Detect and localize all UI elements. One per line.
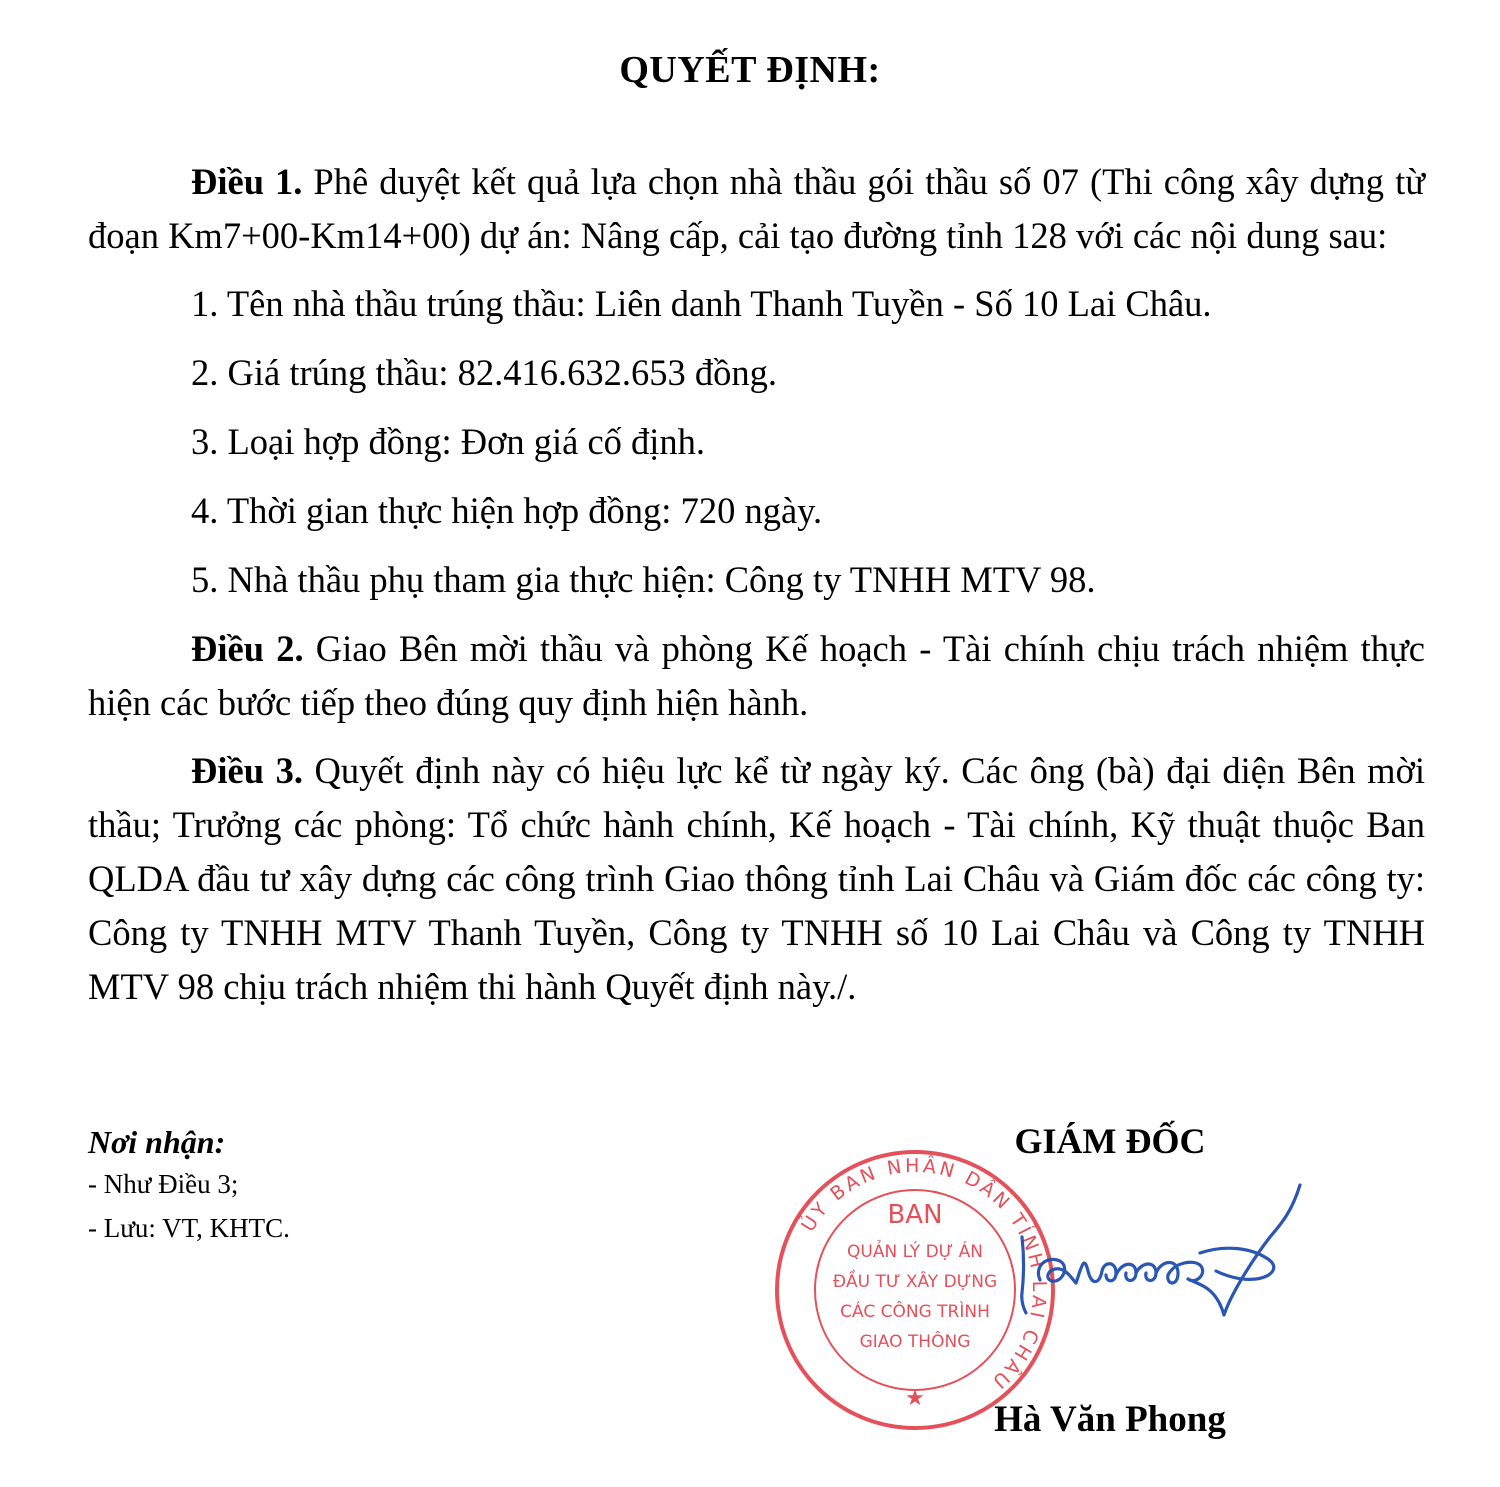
- article-1-item-3: 3. Loại hợp đồng: Đơn giá cố định.: [191, 421, 706, 462]
- article-3-text: Quyết định này có hiệu lực kể từ ngày ký. Các ông (bà) đại diện Bên mời thầu; Trưởng các phòng: Tổ chức hành chính, Kế hoạch - Tài chính, Kỹ thuật thuộc Ban QLDA đầu tư xây dựng các công trình Giao thông tỉnh Lai Châu và Giám đốc các công ty: Công ty TNHH MTV Thanh Tuyền, Công ty TNHH số 10 Lai Châu và Công ty TNHH MTV 98 chịu trách nhiệm thi hành Quyết định này./.: [88, 750, 1426, 1007]
- article-2-text: Giao Bên mời thầu và phòng Kế hoạch - Tài chính chịu trách nhiệm thực hiện các bước tiếp theo đúng quy định hiện hành.: [88, 628, 1426, 723]
- recipients-title: Nơi nhận:: [88, 1124, 226, 1160]
- article-1-label: Điều 1.: [191, 161, 303, 202]
- signer-position: GIÁM ĐỐC: [1014, 1121, 1206, 1161]
- article-2: [88, 622, 1425, 730]
- seal-line: QUẢN LÝ DỰ ÁN: [847, 1242, 983, 1262]
- article-1-text: Phê duyệt kết quả lựa chọn nhà thầu gói thầu số 07 (Thi công xây dựng từ đoạn Km7+00-Km14+00) dự án: Nâng cấp, cải tạo đường tỉnh 128 với các nội dung sau:: [88, 161, 1425, 256]
- seal-line: CÁC CÔNG TRÌNH: [840, 1302, 990, 1322]
- article-3-label: Điều 3.: [191, 750, 303, 791]
- seal-star-icon: ★: [905, 1386, 925, 1411]
- decision-title: QUYẾT ĐỊNH:: [619, 49, 881, 91]
- handwritten-signature: [1010, 1175, 1310, 1345]
- article-3: [88, 744, 1425, 1014]
- seal-line: GIAO THÔNG: [859, 1332, 971, 1352]
- seal-line: ĐẦU TƯ XÂY DỰNG: [832, 1272, 998, 1292]
- signer-name: Hà Văn Phong: [994, 1399, 1226, 1440]
- article-1-item-4: 4. Thời gian thực hiện hợp đồng: 720 ngày.: [191, 490, 823, 531]
- seal-outer-text: ỦY BAN NHÂN DÂN TỈNH LAI CHÂU: [797, 1154, 1051, 1395]
- recipient-item: - Như Điều 3;: [88, 1169, 239, 1199]
- article-1-item-5: 5. Nhà thầu phụ tham gia thực hiện: Công ty TNHH MTV 98.: [191, 559, 1096, 600]
- article-1: [88, 155, 1425, 263]
- recipient-item: - Lưu: VT, KHTC.: [88, 1213, 290, 1243]
- decision-body: [88, 155, 1425, 1028]
- article-1-item-1: 1. Tên nhà thầu trúng thầu: Liên danh Thanh Tuyền - Số 10 Lai Châu.: [191, 283, 1212, 324]
- article-2-label: Điều 2.: [191, 628, 304, 669]
- article-1-item-2: 2. Giá trúng thầu: 82.416.632.653 đồng.: [191, 352, 777, 393]
- seal-line: BAN: [887, 1200, 943, 1230]
- recipients-block: [88, 1122, 688, 1250]
